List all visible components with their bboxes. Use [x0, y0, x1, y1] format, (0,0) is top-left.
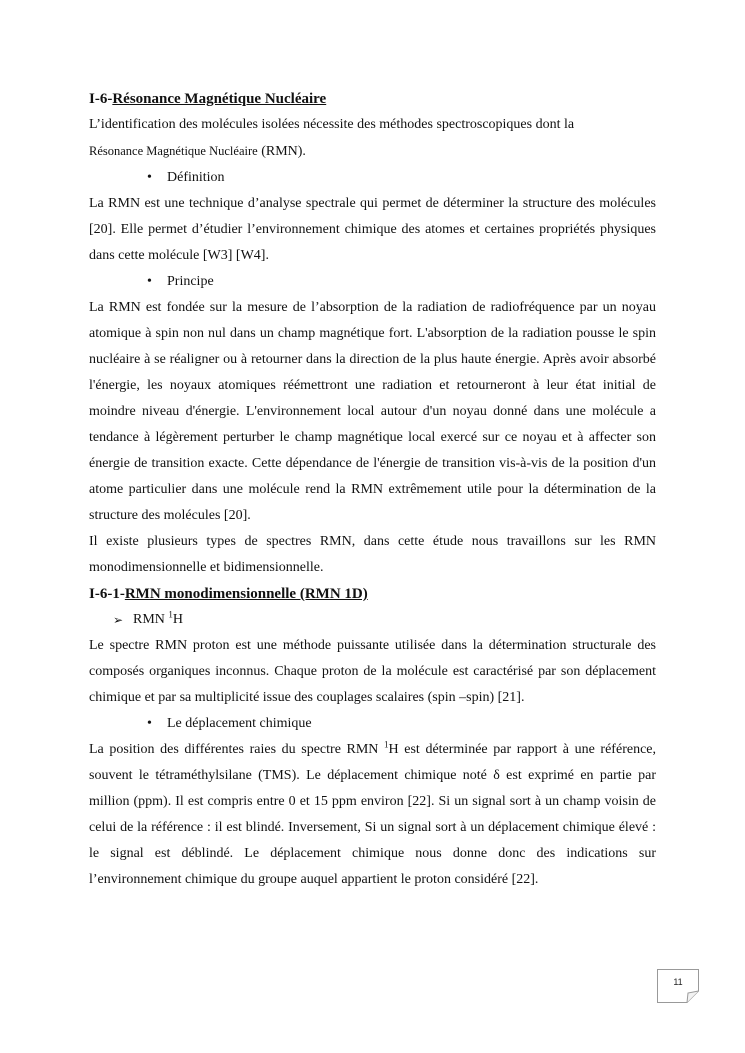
section-title: Résonance Magnétique Nucléaire [112, 91, 327, 107]
deplacement-paragraph [89, 737, 656, 893]
bullet-dot-icon: • [147, 170, 152, 185]
subsection-number: I-6-1- [89, 586, 125, 602]
arrow-item-rmn-1h [89, 607, 656, 633]
intro-rmn-abbrev: (RMN). [257, 144, 306, 159]
bullet-principe [89, 269, 656, 295]
bullet-dot-icon: • [147, 274, 152, 289]
deplacement-text-before: La position des différentes raies du spectre RMN [89, 742, 385, 757]
subsection-heading [89, 581, 656, 607]
section-heading [89, 86, 656, 112]
deplacement-text-after: H est déterminée par rapport à une référence, souvent le tétraméthylsilane (TMS). Le déplacement chimique noté δ est exprimé en partie par million (ppm). Il est compris entre 0 et 15 ppm environ [22]. Si un signal sort à un champ voisin de celui de la référence : il est blindé. Inversement, Si un signal sort à un déplacement chimique élevé : le signal est déblindé. Le déplacement chimique nous donne donc des indications sur l’environnement chimique du groupe auquel appartient le proton considéré [22]. [89, 742, 656, 887]
arrow-item-sup: 1 [168, 609, 173, 620]
bullet-deplacement [89, 711, 656, 737]
page-number-box [657, 969, 699, 1001]
arrow-item-label: RMN [133, 612, 169, 627]
bullet-deplacement-label: Le déplacement chimique [167, 716, 312, 731]
bullet-definition [89, 165, 656, 191]
subsection-title: RMN monodimensionnelle (RMN 1D) [124, 586, 368, 602]
principe-paragraph-2: Il existe plusieurs types de spectres RMN, dans cette étude nous travaillons sur les RMN monodimensionnelle et bidimensionnelle. [89, 534, 656, 575]
intro-rmn-name: Résonance Magnétique Nucléaire [89, 144, 258, 158]
intro-paragraph [89, 112, 656, 165]
intro-line-1: L’identification des molécules isolées nécessite des méthodes spectroscopiques dont la [89, 117, 575, 132]
section-number: I-6- [89, 91, 113, 107]
page-number: 11 [673, 977, 683, 987]
arrow-bullet-icon: ➢ [113, 613, 124, 627]
definition-paragraph: La RMN est une technique d’analyse spectrale qui permet de déterminer la structure des molécules [20]. Elle permet d’étudier l’environnement chimique des atomes et certaines propriétés physiques dans cette molécule [W3] [W4]. [89, 196, 656, 263]
deplacement-sup: 1 [384, 739, 389, 750]
principe-paragraph: La RMN est fondée sur la mesure de l’absorption de la radiation de radiofréquence par un noyau atomique à spin non nul dans un champ magnétique fort. L'absorption de la radiation pousse le spin nucléaire à se réaligner ou à retourner dans la direction de la plus haute énergie. Après avoir absorbé l'énergie, les noyaux atomiques réémettront une radiation et retourneront à leur état initial de moindre niveau d'énergie. L'environnement local autour d'un noyau donné dans une molécule a tendance à légèrement perturber le champ magnétique local exercé sur ce noyau et à affecter son énergie de transition exacte. Cette dépendance de l'énergie de transition vis-à-vis de la position d'un atome particulier dans une molécule rend la RMN extrêmement utile pour la détermination de la structure des molécules [20]. [89, 300, 656, 523]
page-content [89, 86, 656, 893]
arrow-item-after: H [172, 612, 184, 627]
bullet-definition-label: Définition [167, 170, 225, 185]
rmn-proton-paragraph: Le spectre RMN proton est une méthode puissante utilisée dans la détermination structurale des composés organiques inconnus. Chaque proton de la molécule est caractérisé par son déplacement chimique et par sa multiplicité issue des couplages scalaires (spin –spin) [21]. [89, 638, 656, 705]
bullet-principe-label: Principe [167, 274, 214, 289]
bullet-dot-icon: • [147, 716, 152, 731]
